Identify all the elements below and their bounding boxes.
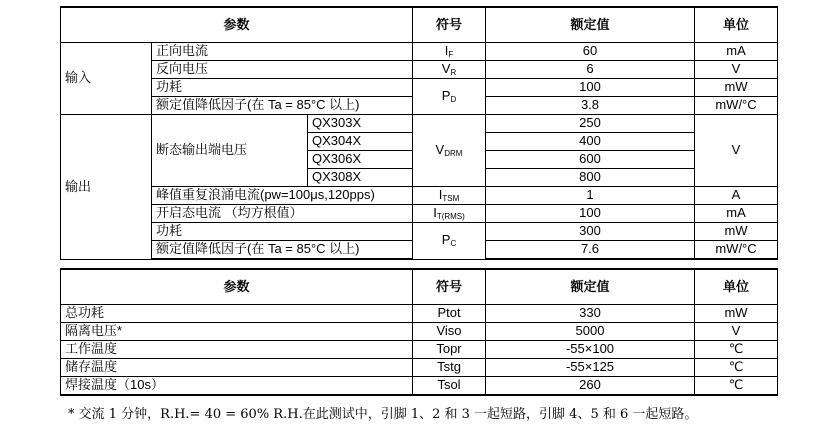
unit-cell: mA <box>695 43 778 61</box>
table-row <box>61 187 778 205</box>
unit-cell: V <box>695 115 778 187</box>
absolute-ratings-table <box>60 6 778 260</box>
table-row <box>61 115 778 133</box>
value-cell: -55×100 <box>486 341 695 359</box>
value-cell: 250 <box>486 115 695 133</box>
unit-cell: V <box>695 323 778 341</box>
symbol-cell: $P_C$ <box>413 223 486 260</box>
header-param: 参数 <box>61 269 413 305</box>
coupler-ratings-table <box>60 268 778 396</box>
value-cell: 330 <box>486 305 695 323</box>
unit-cell: A <box>695 187 778 205</box>
param-cell: 焊接温度（10s） <box>61 377 413 396</box>
symbol-cell: Ptot <box>413 305 486 323</box>
symbol-cell: $I_{TSM}$ <box>413 187 486 205</box>
header-unit: 单位 <box>695 7 778 43</box>
model-cell: QX308X <box>308 169 413 187</box>
table-row <box>61 305 778 323</box>
model-cell: QX303X <box>308 115 413 133</box>
symbol-cell: Viso <box>413 323 486 341</box>
symbol-cell: $P_D$ <box>413 79 486 115</box>
value-cell: 400 <box>486 133 695 151</box>
value-cell: 800 <box>486 169 695 187</box>
unit-cell: ℃ <box>695 377 778 396</box>
unit-cell: mW <box>695 223 778 241</box>
param-cell: 反向电压 <box>152 61 413 79</box>
table-row <box>61 79 778 97</box>
symbol-cell: Tstg <box>413 359 486 377</box>
unit-cell: mW/°C <box>695 241 778 260</box>
symbol-cell: $V_R$ <box>413 61 486 79</box>
param-cell: 隔离电压* <box>61 323 413 341</box>
value-cell: 7.6 <box>486 241 695 260</box>
symbol-cell: Tsol <box>413 377 486 396</box>
output-group-label: 输出 <box>61 115 152 260</box>
param-cell: 断态输出端电压 <box>152 115 308 187</box>
input-group-label: 输入 <box>61 43 152 115</box>
value-cell: -55×125 <box>486 359 695 377</box>
table-row <box>61 61 778 79</box>
value-cell: 6 <box>486 61 695 79</box>
table-row <box>61 205 778 223</box>
header-rating: 额定值 <box>486 7 695 43</box>
table-row <box>61 359 778 377</box>
unit-cell: mW/°C <box>695 97 778 115</box>
table-row <box>61 341 778 359</box>
value-cell: 100 <box>486 79 695 97</box>
table-row <box>61 377 778 396</box>
table-header-row <box>61 7 778 43</box>
symbol-cell: Topr <box>413 341 486 359</box>
table-row <box>61 43 778 61</box>
symbol-cell: $V_{DRM}$ <box>413 115 486 187</box>
unit-cell: ℃ <box>695 359 778 377</box>
unit-cell: mA <box>695 205 778 223</box>
header-unit: 单位 <box>695 269 778 305</box>
value-cell: 100 <box>486 205 695 223</box>
unit-cell: mW <box>695 79 778 97</box>
param-cell: 功耗 <box>152 79 413 97</box>
value-cell: 3.8 <box>486 97 695 115</box>
param-cell: 总功耗 <box>61 305 413 323</box>
value-cell: 260 <box>486 377 695 396</box>
model-cell: QX304X <box>308 133 413 151</box>
header-symbol: 符号 <box>413 269 486 305</box>
param-cell: 额定值降低因子(在 Ta = 85°C 以上) <box>152 97 413 115</box>
model-cell: QX306X <box>308 151 413 169</box>
symbol-cell: $I_F$ <box>413 43 486 61</box>
param-cell: 峰值重复浪涌电流(pw=100μs,120pps) <box>152 187 413 205</box>
header-param: 参数 <box>61 7 413 43</box>
header-rating: 额定值 <box>486 269 695 305</box>
table-row <box>61 323 778 341</box>
value-cell: 300 <box>486 223 695 241</box>
unit-cell: V <box>695 61 778 79</box>
param-cell: 开启态电流 （均方根值） <box>152 205 413 223</box>
value-cell: 60 <box>486 43 695 61</box>
symbol-cell: $I_{T(RMS)}$ <box>413 205 486 223</box>
unit-cell: mW <box>695 305 778 323</box>
param-cell: 工作温度 <box>61 341 413 359</box>
value-cell: 5000 <box>486 323 695 341</box>
value-cell: 600 <box>486 151 695 169</box>
table-row <box>61 223 778 241</box>
footnote: * 交流 1 分钟，R.H.= 40 = 60% R.H.在此测试中，引脚 1、2 和 3 一起短路，引脚 4、5 和 6 一起短路。 <box>68 407 698 422</box>
value-cell: 1 <box>486 187 695 205</box>
param-cell: 额定值降低因子(在 Ta = 85°C 以上) <box>152 241 413 260</box>
unit-cell: ℃ <box>695 341 778 359</box>
param-cell: 功耗 <box>152 223 413 241</box>
param-cell: 储存温度 <box>61 359 413 377</box>
header-symbol: 符号 <box>413 7 486 43</box>
param-cell: 正向电流 <box>152 43 413 61</box>
table-header-row <box>61 269 778 305</box>
